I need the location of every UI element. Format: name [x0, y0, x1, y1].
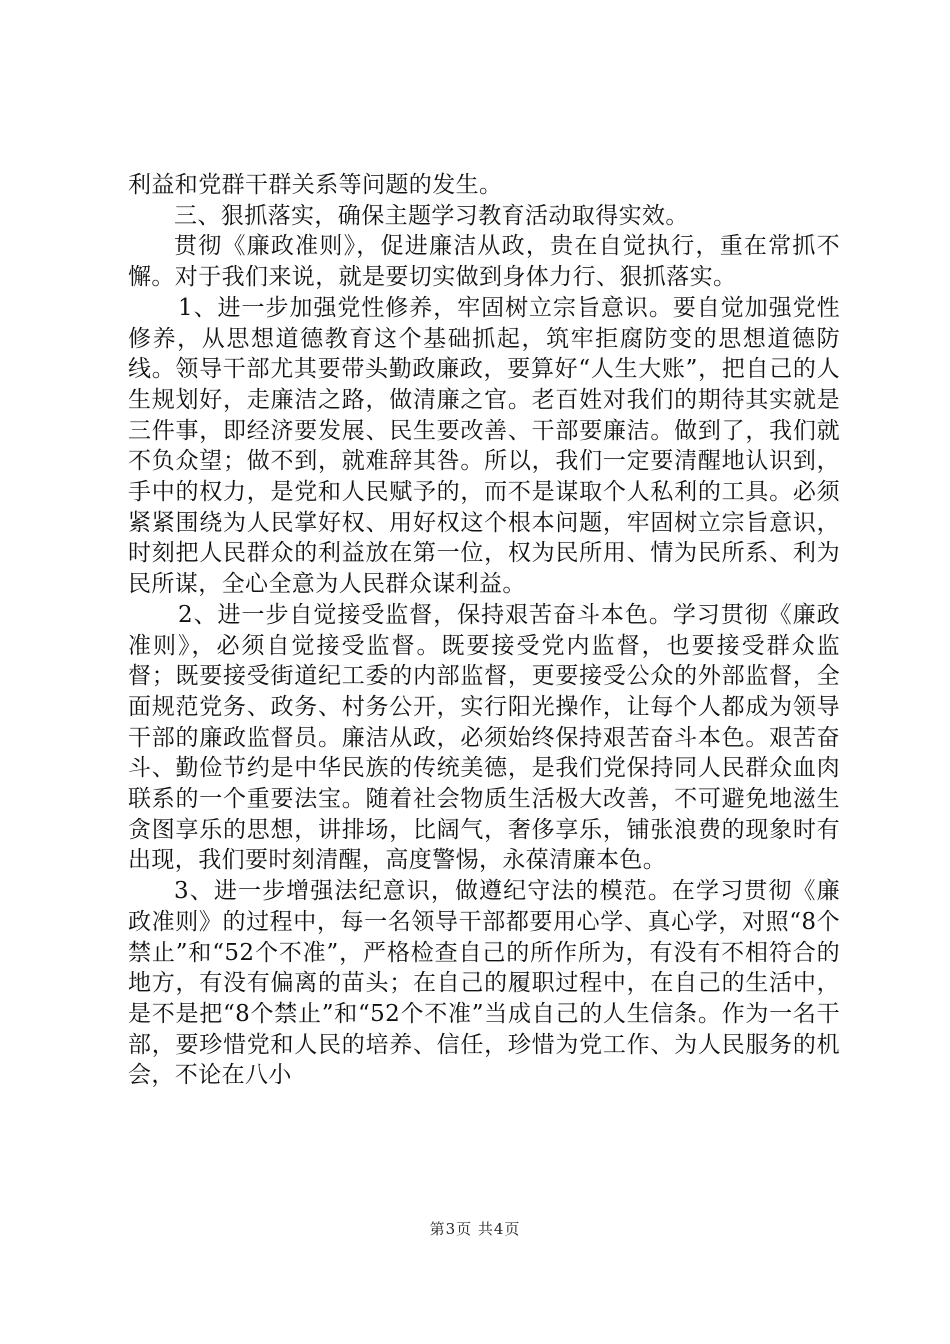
- paragraph: 贯彻《廉政准则》，促进廉洁从政，贵在自觉执行，重在常抓不懈。对于我们来说，就是要切实做到身体力行、狠抓落实。: [128, 233, 840, 291]
- numbered-paragraph-1: 1、进一步加强党性修养，牢固树立宗旨意识。要自觉加强党性修养，从思想道德教育这个基础抓起，筑牢拒腐防变的思想道德防线。领导干部尤其要带头勤政廉政，要算好“人生大账”，把自己的人生规划好，走廉洁之路，做清廉之官。老百姓对我们的期待其实就是三件事，即经济要发展、民生要改善、干部要廉洁。做到了，我们就不负众望；做不到，就难辞其咎。所以，我们一定要清醒地认识到，手中的权力，是党和人民赋予的，而不是谋取个人私利的工具。必须紧紧围绕为人民掌好权、用好权这个根本问题，牢固树立宗旨意识，时刻把人民群众的利益放在第一位，权为民所用、情为民所系、利为民所谋，全心全意为人民群众谋利益。: [128, 294, 840, 598]
- numbered-paragraph-3: 3、进一步增强法纪意识，做遵纪守法的模范。在学习贯彻《廉政准则》的过程中，每一名领导干部都要用心学、真心学，对照“8个禁止”和“52个不准”，严格检查自己的所作所为，有没有不相符合的地方，有没有偏离的苗头；在自己的履职过程中，在自己的生活中，是不是把“8个禁止”和“52个不准”当成自己的人生信条。作为一名干部，要珍惜党和人民的培养、信任，珍惜为党工作、为人民服务的机会，不论在八小: [128, 878, 840, 1089]
- paragraph-continuation: 利益和党群干群关系等问题的发生。: [128, 172, 503, 198]
- document-body: [128, 170, 840, 1091]
- page-number-footer: 第3页 共4页: [429, 1220, 521, 1238]
- section-heading: 三、狠抓落实，确保主题学习教育活动取得实效。: [174, 202, 689, 229]
- numbered-paragraph-2: 2、进一步自觉接受监督，保持艰苦奋斗本色。学习贯彻《廉政准则》，必须自觉接受监督。既要接受党内监督，也要接受群众监督；既要接受街道纪工委的内部监督，更要接受公众的外部监督，全面规范党务、政务、村务公开，实行阳光操作，让每个人都成为领导干部的廉政监督员。廉洁从政，必须始终保持艰苦奋斗本色。艰苦奋斗、勤俭节约是中华民族的传统美德，是我们党保持同人民群众血肉联系的一个重要法宝。随着社会物质生活极大改善，不可避免地滋生贪图享乐的思想，讲排场，比阔气，奢侈享乐，铺张浪费的现象时有出现，我们要时刻清醒，高度警惕，永葆清廉本色。: [128, 601, 840, 874]
